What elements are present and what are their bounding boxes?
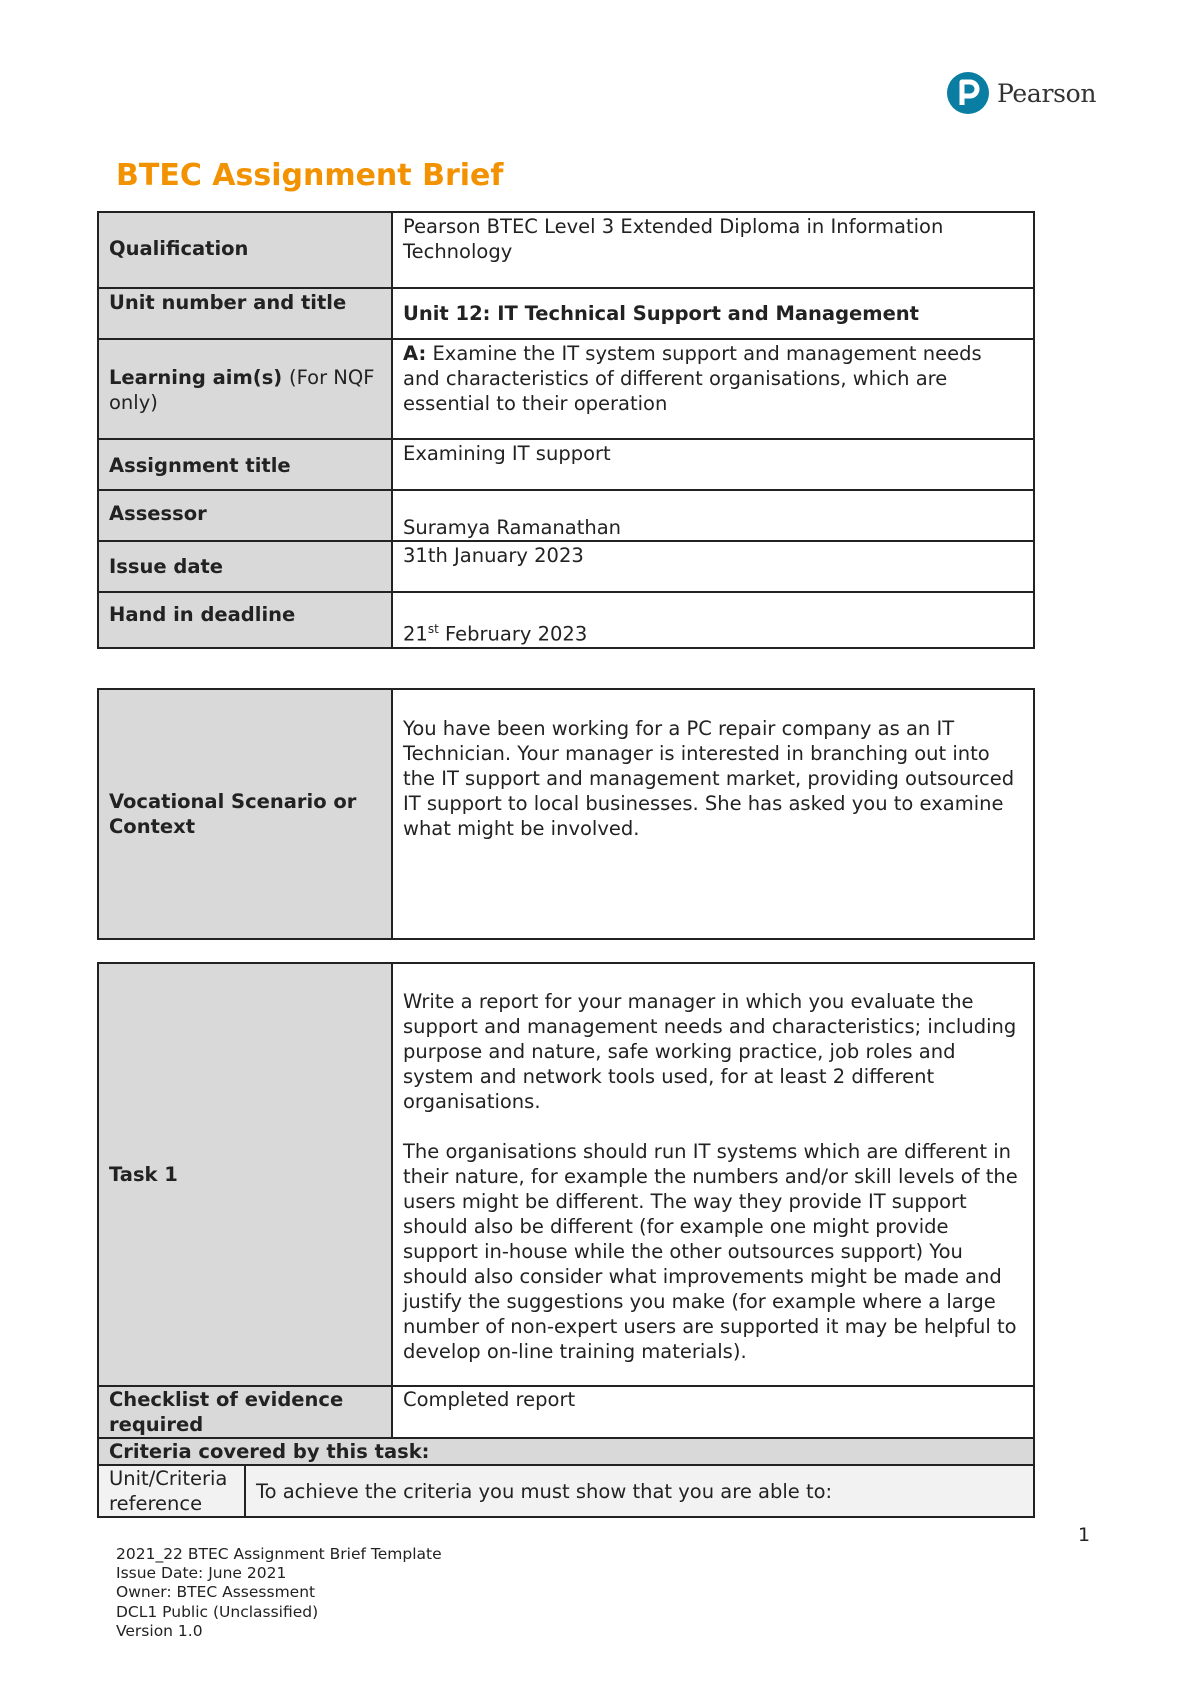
footer-issue-date: Issue Date: June 2021 (116, 1564, 287, 1583)
criteria-achievement-header: To achieve the criteria you must show that you are able to: (245, 1465, 1034, 1517)
learning-aims-value (392, 339, 1034, 439)
unit-row (98, 288, 1034, 339)
page-number: 1 (1078, 1524, 1091, 1546)
footer-owner: Owner: BTEC Assessment (116, 1583, 316, 1602)
deadline-ordinal: st (427, 622, 439, 636)
task-paragraph-2: The organisations should run IT systems which are different in their nature, for example the numbers and/or skill levels of the users might be different. The way they provide IT support should also be different (for example one might provide support in-house while the other outsources support) You should also consider what improvements might be made and justify the suggestions you make (for example where a large number of non-expert users are supported it may be helpful to develop on-line training materials). (403, 1140, 1018, 1363)
deadline-value (392, 592, 1034, 648)
deadline-day: 21 (403, 622, 428, 646)
learning-aims-label (98, 339, 392, 439)
criteria-header-row (98, 1465, 1034, 1517)
page-title: BTEC Assignment Brief (116, 158, 504, 193)
footer-classification: DCL1 Public (Unclassified) (116, 1602, 319, 1621)
scenario-table (97, 688, 1035, 940)
checklist-value: Completed report (392, 1386, 1034, 1438)
issue-date-row (98, 541, 1034, 592)
issue-date-label: Issue date (98, 541, 392, 592)
deadline-row (98, 592, 1034, 648)
assignment-title-row (98, 439, 1034, 490)
criteria-heading: Criteria covered by this task: (98, 1438, 1034, 1465)
task-table (97, 962, 1035, 1518)
page-footer (116, 1545, 442, 1641)
criteria-heading-row (98, 1438, 1034, 1465)
assessor-row (98, 490, 1034, 541)
pearson-logo (947, 72, 1096, 114)
qualification-label: Qualification (98, 212, 392, 288)
deadline-month-year: February 2023 (445, 622, 588, 646)
task-row (98, 963, 1034, 1386)
deadline-label: Hand in deadline (98, 592, 392, 648)
assignment-info-table (97, 211, 1035, 649)
assignment-title-value: Examining IT support (392, 439, 1034, 490)
learning-aims-label-suffix: (For NQF only) (109, 366, 375, 414)
unit-label: Unit number and title (98, 288, 392, 339)
scenario-label: Vocational Scenario or Context (98, 689, 392, 939)
task-paragraph-1: Write a report for your manager in which you evaluate the support and management needs and characteristics; including purpose and nature, safe working practice, job roles and system and network tools used, for at least 2 different organisations. (403, 990, 1017, 1113)
learning-aims-row (98, 339, 1034, 439)
footer-version: Version 1.0 (116, 1621, 203, 1640)
learning-aims-label-bold: Learning aim(s) (109, 366, 283, 389)
issue-date-value: 31th January 2023 (392, 541, 1034, 592)
criteria-reference-header: Unit/Criteria reference (98, 1465, 245, 1517)
scenario-text: You have been working for a PC repair company as an IT Technician. Your manager is interested in branching out into the IT support and management market, providing outsourced IT support to local businesses. She has asked you to examine what might be involved. (392, 689, 1034, 939)
footer-template-name: 2021_22 BTEC Assignment Brief Template (116, 1545, 442, 1563)
task-label: Task 1 (98, 963, 392, 1386)
unit-value: Unit 12: IT Technical Support and Management (392, 288, 1034, 339)
assessor-label: Assessor (98, 490, 392, 541)
checklist-label: Checklist of evidence required (98, 1386, 392, 1438)
checklist-row (98, 1386, 1034, 1438)
learning-aim-text: Examine the IT system support and management needs and characteristics of different organisations, which are essential to their operation (403, 342, 982, 415)
learning-aim-letter: A: (403, 342, 427, 365)
qualification-value: Pearson BTEC Level 3 Extended Diploma in Information Technology (392, 212, 1034, 288)
task-description (392, 963, 1034, 1386)
assessor-value: Suramya Ramanathan (392, 490, 1034, 541)
pearson-wordmark: Pearson (997, 78, 1097, 108)
pearson-p-icon (947, 72, 989, 114)
scenario-row (98, 689, 1034, 939)
assignment-title-label: Assignment title (98, 439, 392, 490)
qualification-row (98, 212, 1034, 288)
